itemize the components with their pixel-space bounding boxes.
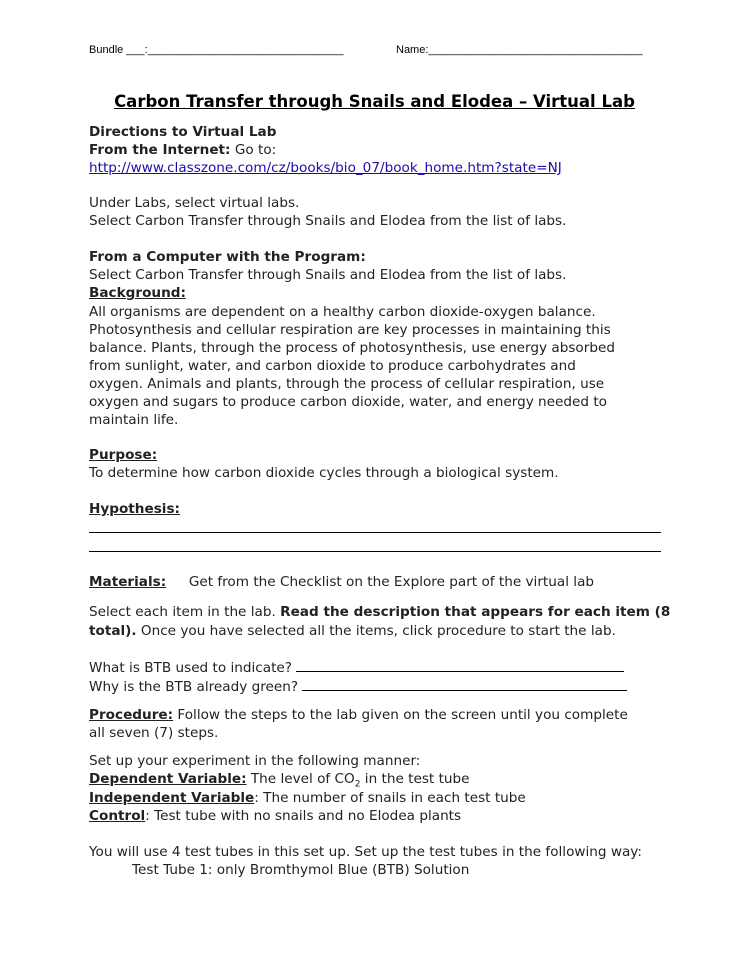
tubes-intro: You will use 4 test tubes in this set up. Set up the test tubes in the following way: xyxy=(89,844,642,860)
bundle-field xyxy=(89,44,343,56)
directions-heading: Directions to Virtual Lab xyxy=(89,124,277,140)
dependent-subscript: 2 xyxy=(354,779,361,790)
background-line: from sunlight, water, and carbon dioxide to produce carbohydrates and xyxy=(89,358,576,374)
bundle-label: Bundle ___: xyxy=(89,44,148,56)
procedure-text1: Follow the steps to the lab given on the screen until you complete xyxy=(177,707,628,723)
materials-line xyxy=(89,573,594,592)
control-variable xyxy=(89,807,461,826)
internet-label: From the Internet: xyxy=(89,142,231,158)
select-line2 xyxy=(89,622,616,641)
background-line: balance. Plants, through the process of photosynthesis, use energy absorbed xyxy=(89,340,615,356)
computer-text: Select Carbon Transfer through Snails and Elodea from the list of labs. xyxy=(89,267,567,283)
select-text-c: total). xyxy=(89,623,137,639)
internet-line xyxy=(89,141,276,160)
procedure-heading: Procedure: xyxy=(89,707,174,723)
control-text: : Test tube with no snails and no Elodea plants xyxy=(145,808,462,824)
control-label: Control xyxy=(89,808,146,824)
procedure-line1 xyxy=(89,706,628,725)
test-tube-1: Test Tube 1: only Bromthymol Blue (BTB) Solution xyxy=(132,862,470,878)
computer-label: From a Computer with the Program: xyxy=(89,249,366,265)
internet-text: Go to: xyxy=(234,142,277,158)
background-heading: Background: xyxy=(89,285,186,301)
setup-text: Set up your experiment in the following manner: xyxy=(89,753,421,769)
independent-variable xyxy=(89,789,526,808)
btb-question-2-label: Why is the BTB already green? xyxy=(89,679,299,695)
purpose-heading: Purpose: xyxy=(89,447,158,463)
page-title: Carbon Transfer through Snails and Elodea – Virtual Lab xyxy=(114,92,635,111)
independent-text: : The number of snails in each test tube xyxy=(254,790,526,806)
btb-question-1-label: What is BTB used to indicate? xyxy=(89,660,292,676)
bundle-blank[interactable]: ________________________________ xyxy=(147,44,344,56)
directions-line1: Under Labs, select virtual labs. xyxy=(89,195,300,211)
background-line: maintain life. xyxy=(89,412,179,428)
dependent-text-b: in the test tube xyxy=(364,771,470,787)
classzone-link[interactable]: http://www.classzone.com/cz/books/bio_07/book_home.htm?state=NJ xyxy=(89,160,562,176)
url-line xyxy=(89,159,562,178)
name-blank[interactable]: ___________________________________ xyxy=(428,44,643,56)
btb-question-1 xyxy=(89,657,624,678)
purpose-text: To determine how carbon dioxide cycles through a biological system. xyxy=(89,465,559,481)
dependent-text-a: The level of CO xyxy=(250,771,355,787)
btb-question-2 xyxy=(89,676,627,697)
hypothesis-answer-line[interactable] xyxy=(89,551,661,552)
hypothesis-answer-line[interactable] xyxy=(89,532,661,533)
background-line: Photosynthesis and cellular respiration are key processes in maintaining this xyxy=(89,322,611,338)
materials-text: Get from the Checklist on the Explore part of the virtual lab xyxy=(188,574,595,590)
select-line1 xyxy=(89,603,670,622)
name-field xyxy=(396,44,643,56)
hypothesis-heading: Hypothesis: xyxy=(89,501,180,517)
btb-answer-1-blank[interactable] xyxy=(296,657,624,672)
dependent-label: Dependent Variable: xyxy=(89,771,247,787)
independent-label: Independent Variable xyxy=(89,790,255,806)
background-line: oxygen. Animals and plants, through the process of cellular respiration, use xyxy=(89,376,605,392)
select-text-d: Once you have selected all the items, click procedure to start the lab. xyxy=(140,623,616,639)
procedure-text2: all seven (7) steps. xyxy=(89,725,219,741)
background-line: oxygen and sugars to produce carbon dioxide, water, and energy needed to xyxy=(89,394,607,410)
name-label: Name: xyxy=(396,44,429,56)
select-text-b: Read the description that appears for each item (8 xyxy=(280,604,671,620)
background-line: All organisms are dependent on a healthy carbon dioxide-oxygen balance. xyxy=(89,304,596,320)
btb-answer-2-blank[interactable] xyxy=(302,676,627,691)
materials-heading: Materials: xyxy=(89,574,167,590)
directions-line2: Select Carbon Transfer through Snails and Elodea from the list of labs. xyxy=(89,213,567,229)
select-text-a: Select each item in the lab. xyxy=(89,604,276,620)
